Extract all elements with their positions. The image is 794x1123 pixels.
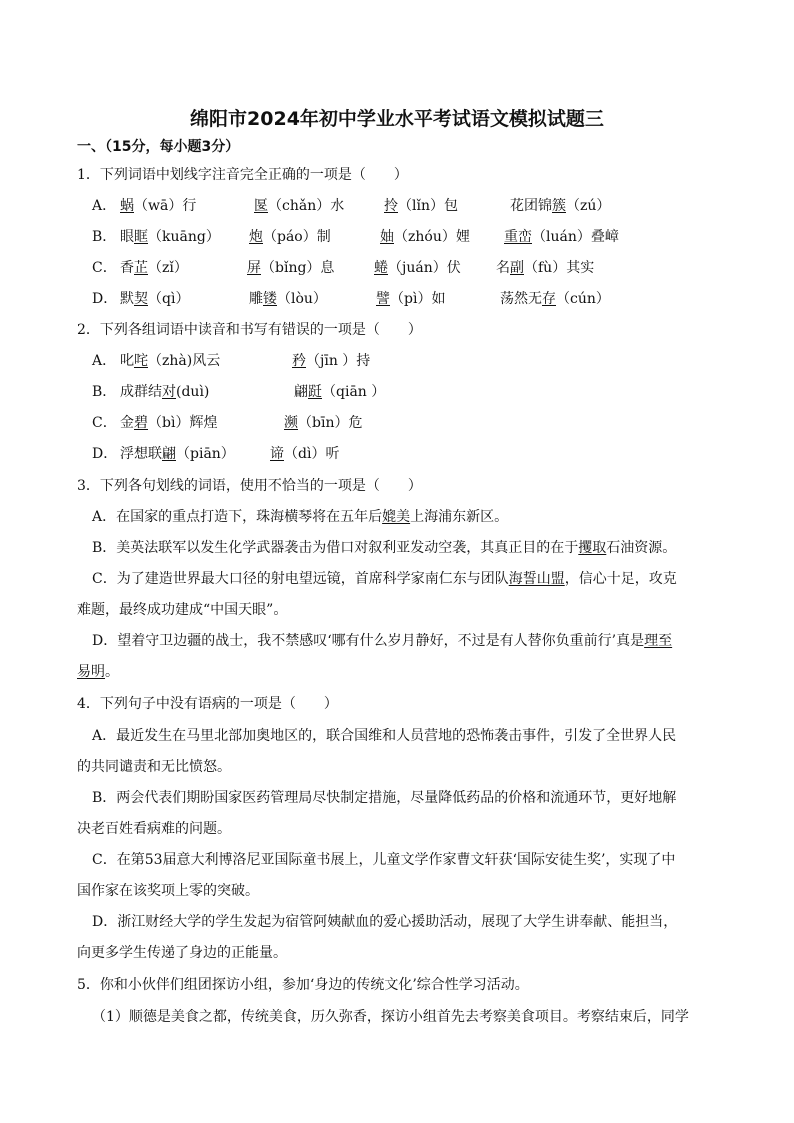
q3-option-a: A．在国家的重点打造下，珠海横琴将在五年后媲美上海浦东新区。 xyxy=(92,509,509,525)
q1-d-item-2: 雕镂（lòu） xyxy=(249,291,327,307)
q1-c-item-3: 蜷（juán）伏 xyxy=(374,260,461,276)
q1-c-item-4: 名副（fù）其实 xyxy=(496,260,595,276)
option-label: A． xyxy=(92,198,117,214)
q1-b-item-1: 眼眶（kuāng） xyxy=(120,229,220,245)
q2-b-item-1: 成群结对(duì) xyxy=(120,384,210,400)
q4-option-a: A．最近发生在马里北部加奥地区的，联合国维和人员营地的恐怖袭击事件，引发了全世界人民 xyxy=(92,728,677,744)
q2-c-item-2: 濒（bīn）危 xyxy=(284,415,363,431)
q5-part-1: （1）顺德是美食之都，传统美食，历久弥香，探访小组首先去考察美食项目。考察结束后，同学 xyxy=(92,1009,689,1025)
q2-c-item-1: 金碧（bì）辉煌 xyxy=(120,415,218,431)
question-3-stem: 3．下列各句划线的词语，使用不恰当的一项是（ ） xyxy=(77,478,422,494)
option-label: A． xyxy=(92,353,117,369)
option-label: C． xyxy=(92,260,117,276)
q1-a-item-3: 拎（lǐn）包 xyxy=(384,198,458,214)
option-label: C． xyxy=(92,415,117,431)
q1-d-item-4: 荡然无存（cún） xyxy=(500,291,610,307)
q2-d-item-2: 谛（dì）听 xyxy=(270,446,340,462)
q1-a-item-1: 蜗（wā）行 xyxy=(120,198,197,214)
q4-option-c: C．在第53届意大利博洛尼亚国际童书展上，儿童文学作家曹文轩获‘国际安徒生奖’，实现了中 xyxy=(92,852,676,868)
question-5-stem: 5．你和小伙伴们组团探访小组，参加‘身边的传统文化’综合性学习活动。 xyxy=(77,977,529,993)
q2-a-item-1: 叱咤（zhà)风云 xyxy=(120,353,221,369)
q1-b-item-2: 炮（páo）制 xyxy=(249,229,331,245)
option-label: D． xyxy=(92,446,118,462)
q1-a-item-2: 匽（chǎn）水 xyxy=(254,198,345,214)
q4-option-b: B．两会代表们期盼国家医药管理局尽快制定措施，尽量降低药品的价格和流通环节，更好地解 xyxy=(92,790,677,806)
q3-option-c: C．为了建造世界最大口径的射电望远镜，首席科学家南仁东与团队海誓山盟，信心十足，攻克 xyxy=(92,571,677,587)
q1-a-item-4: 花团锦簇（zú） xyxy=(510,198,611,214)
q3-option-b: B．美英法联军以发生化学武器袭击为借口对叙利亚发动空袭，其真正目的在于攫取石油资源。 xyxy=(92,540,677,556)
section-heading: 一、（15分，每小题3分） xyxy=(77,139,240,155)
q1-b-item-3: 妯（zhóu）娌 xyxy=(380,229,470,245)
q2-d-item-1: 浮想联翩（piān） xyxy=(120,446,235,462)
q3-option-d-cont: 易明。 xyxy=(77,664,119,680)
q2-b-item-2: 翩跹（qiān ） xyxy=(294,384,386,400)
q4-option-c-cont: 国作家在该奖项上零的突破。 xyxy=(77,883,259,899)
q1-b-item-4: 重峦（luán）叠嶂 xyxy=(504,229,619,245)
q4-option-d-cont: 向更多学生传递了身边的正能量。 xyxy=(77,945,287,961)
question-2-stem: 2．下列各组词语中读音和书写有错误的一项是（ ） xyxy=(77,322,422,338)
q2-a-item-2: 矜（jīn ）持 xyxy=(292,353,371,369)
q1-c-item-2: 屏（bǐng）息 xyxy=(247,260,335,276)
q3-option-c-cont: 难题，最终成功建成“中国天眼”。 xyxy=(77,602,288,618)
q1-c-item-1: 香芷（zǐ） xyxy=(120,260,188,276)
option-label: B． xyxy=(92,229,117,245)
option-label: D． xyxy=(92,291,118,307)
option-label: B． xyxy=(92,384,117,400)
q1-d-item-1: 默契（qì） xyxy=(120,291,190,307)
q4-option-b-cont: 决老百姓看病难的问题。 xyxy=(77,821,231,837)
q3-option-d: D．望着守卫边疆的战士，我不禁感叹‘哪有什么岁月静好，不过是有人替你负重前行’真是理至 xyxy=(92,633,673,649)
question-4-stem: 4．下列句子中没有语病的一项是（ ） xyxy=(77,696,338,712)
question-1-stem: 1．下列词语中划线字注音完全正确的一项是（ ） xyxy=(77,167,408,183)
document-title: 绵阳市2024年初中学业水平考试语文模拟试题三 xyxy=(190,108,604,130)
q4-option-d: D．浙江财经大学的学生发起为宿管阿姨献血的爱心援助活动，展现了大学生讲奉献、能担当， xyxy=(92,914,678,930)
q1-d-item-3: 譬（pì）如 xyxy=(376,291,446,307)
q4-option-a-cont: 的共同谴责和无比愤怒。 xyxy=(77,759,231,775)
